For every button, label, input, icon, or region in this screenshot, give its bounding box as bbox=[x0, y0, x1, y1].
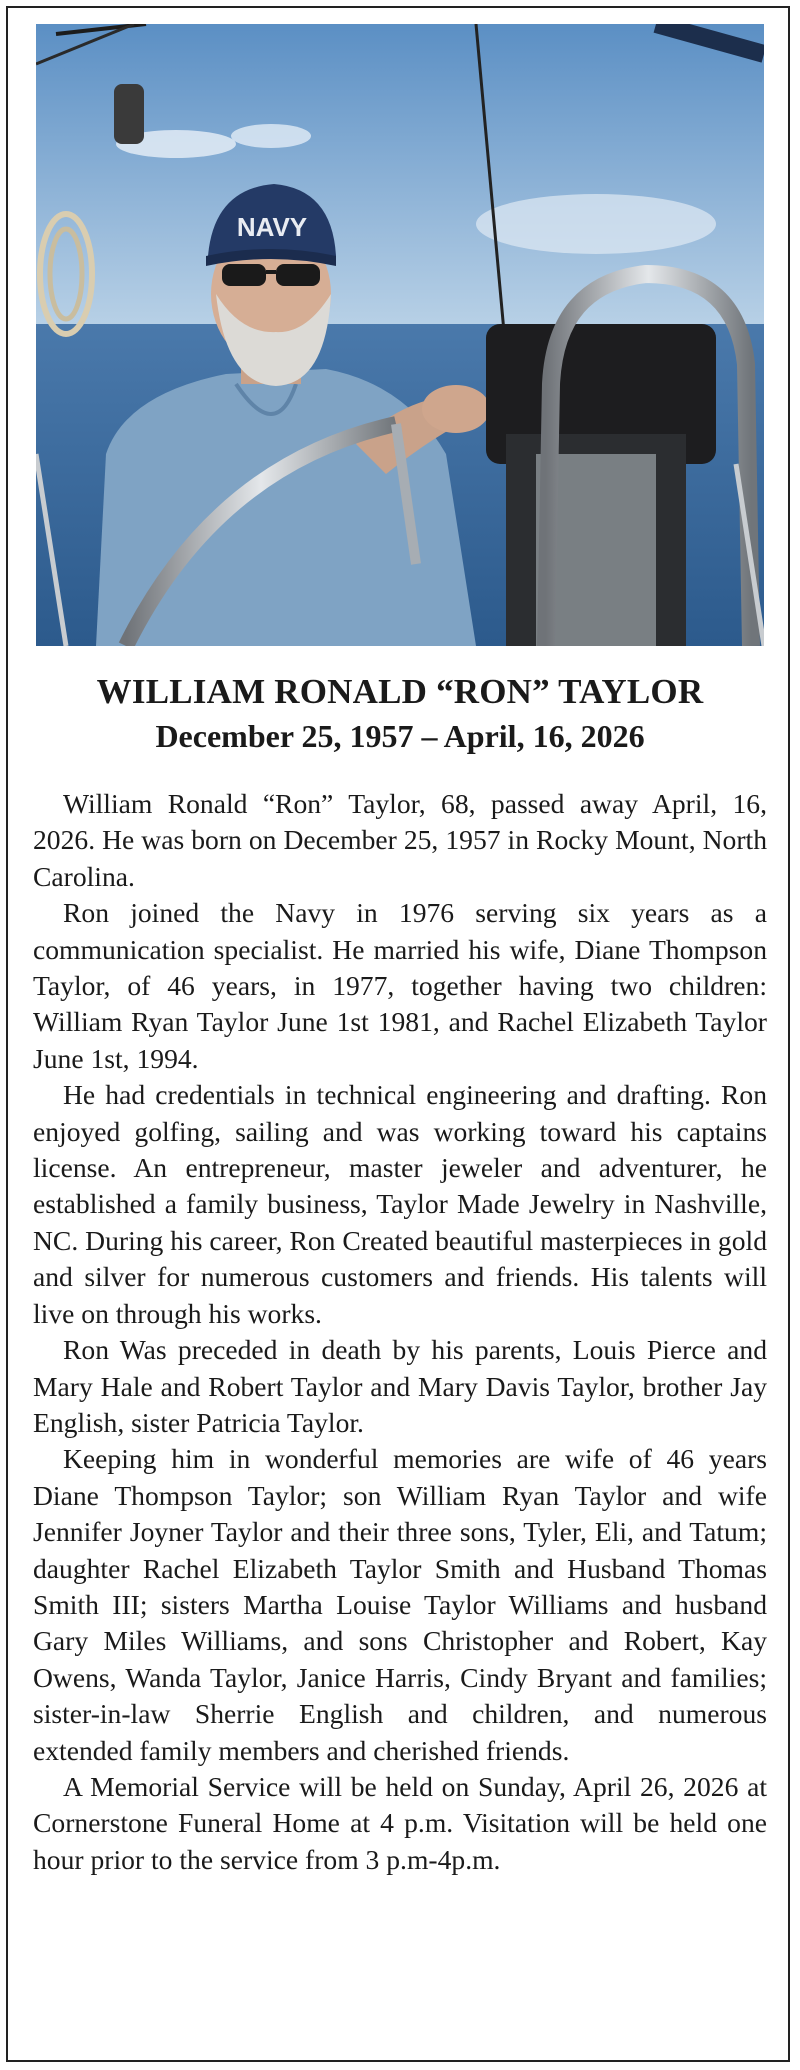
cap-logo-text: NAVY bbox=[236, 212, 308, 242]
paragraph-service: A Memorial Service will be held on Sunday, April 26, 2026 at Cornerstone Funeral Home at 4 p.m. Visitation will be held one hour prior to the service from 3 p.m-4p.m. bbox=[33, 1770, 767, 1875]
paragraph-preceded: Ron Was preceded in death by his parents, Louis Pierce and Mary Hale and Robert Taylor and Mary Davis Taylor, brother Jay English, sister Patricia Taylor. bbox=[33, 1334, 767, 1438]
paragraph-navy-family: Ron joined the Navy in 1976 serving six years as a communication specialist. He married his wife, Diane Thompson Taylor, of 46 years, in 1977, together having two children: William Ryan Taylor June 1st 1981, and Rachel Elizabeth Taylor June 1st, 1994. bbox=[33, 897, 767, 1074]
obituary-text bbox=[33, 786, 767, 1878]
decedent-name: WILLIAM RONALD “RON” TAYLOR bbox=[96, 672, 704, 711]
paragraph-career: He had credentials in technical engineering and drafting. Ron enjoyed golfing, sailing and was working toward his captains license. An entrepreneur, master jeweler and adventurer, he established a family business, Taylor Made Jewelry in Nashville, NC. During his career, Ron Created beautiful masterpieces in gold and silver for numerous customers and friends. His talents will live on through his works. bbox=[33, 1079, 767, 1329]
portrait-photo bbox=[36, 24, 764, 646]
life-dates: December 25, 1957 – April, 16, 2026 bbox=[155, 718, 645, 754]
paragraph-intro: William Ronald “Ron” Taylor, 68, passed away April, 16, 2026. He was born on December 25, 1957 in Rocky Mount, North Carolina. bbox=[33, 788, 767, 892]
paragraph-survivors: Keeping him in wonderful memories are wife of 46 years Diane Thompson Taylor; son William Ryan Taylor and wife Jennifer Joyner Taylor and their three sons, Tyler, Eli, and Tatum; daughter Rachel Elizabeth Taylor Smith and Husband Thomas Smith III; sisters Martha Louise Taylor Williams and husband Gary Miles Williams, and sons Christopher and Robert, Kay Owens, Wanda Taylor, Janice Harris, Cindy Bryant and families; sister-in-law Sherrie English and children, and numerous extended family members and cherished friends. bbox=[33, 1443, 767, 1766]
